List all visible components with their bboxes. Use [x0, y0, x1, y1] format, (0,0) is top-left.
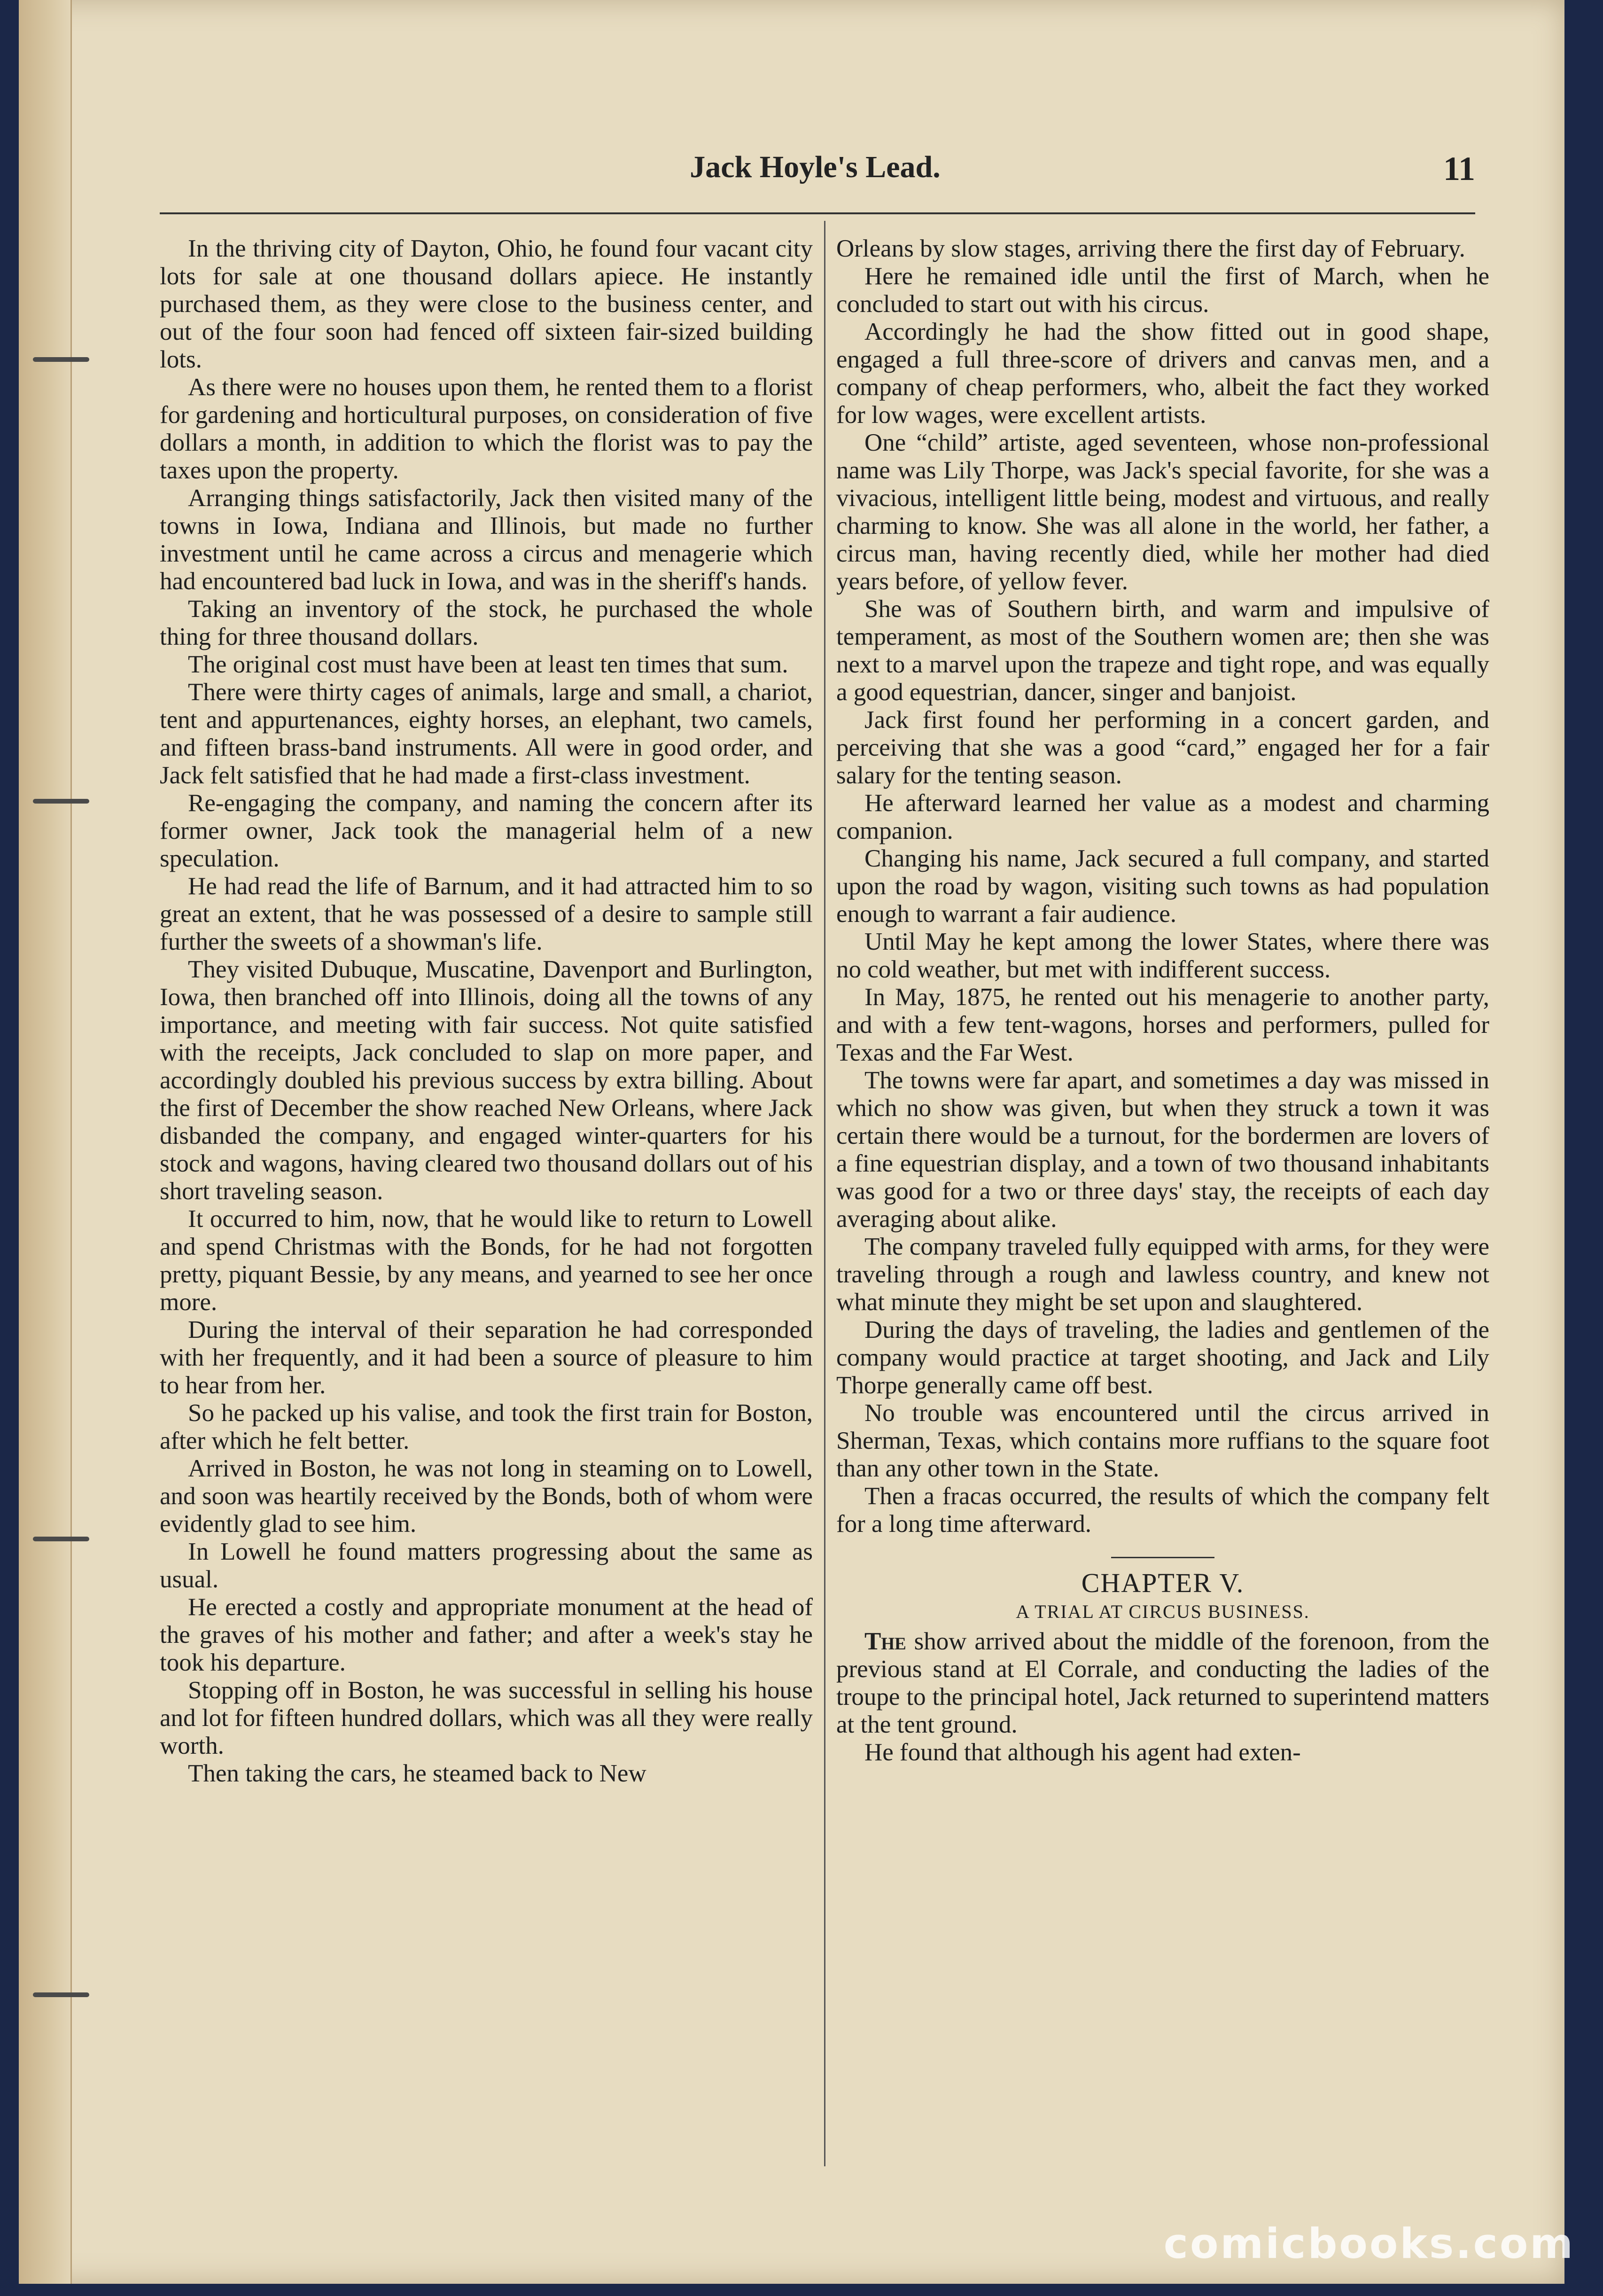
paragraph: Here he remained idle until the first of March, when he concluded to start out with his circus. [836, 263, 1489, 318]
paragraph: The towns were far apart, and sometimes a day was missed in which no show was given, but when they struck a town it was certain there would be a turnout, for the bordermen are lovers of a fine equestrian display, and a town of two thousand inhabitants was good for a two or three days' stay, the receipts of each day averaging about alike. [836, 1067, 1489, 1233]
binding-staple [33, 799, 89, 804]
left-column [160, 235, 813, 1788]
paragraph-text: show arrived about the middle of the forenoon, from the previous stand at El Corrale, and conducting the ladies of the troupe to the principal hotel, Jack returned to superintend matters at the tent ground. [836, 1628, 1489, 1738]
book-spine [19, 0, 72, 2284]
paragraph: As there were no houses upon them, he rented them to a florist for gardening and horticultural purposes, on consideration of five dollars a month, in addition to which the florist was to pay the taxes upon the property. [160, 374, 813, 484]
page-header [155, 149, 1475, 201]
paragraph: Arrived in Boston, he was not long in steaming on to Lowell, and soon was heartily received by the Bonds, both of whom were evidently glad to see him. [160, 1455, 813, 1538]
paragraph: The original cost must have been at least ten times that sum. [188, 651, 788, 678]
lead-word: The [864, 1628, 906, 1655]
chapter-subtitle: A TRIAL AT CIRCUS BUSINESS. [1016, 1601, 1310, 1622]
binding-staple [33, 1992, 89, 1997]
paragraph: There were thirty cages of animals, large and small, a chariot, tent and appurtenances, eighty horses, an elephant, two camels, and fifteen brass-band instruments. All were in good order, and Jack felt satisfied that he had made a first-class investment. [160, 679, 813, 789]
paragraph: Then a fracas occurred, the results of which the company felt for a long time afterward. [836, 1483, 1489, 1538]
paragraph: Until May he kept among the lower States, where there was no cold weather, but met with indifferent success. [836, 928, 1489, 983]
paragraph: During the interval of their separation he had corresponded with her frequently, and it had been a source of pleasure to him to hear from her. [160, 1316, 813, 1399]
paragraph: He found that although his agent had exten- [864, 1739, 1301, 1766]
header-rule [160, 212, 1475, 214]
paragraph: Jack first found her performing in a concert garden, and perceiving that she was a good “card,” engaged her for a fair salary for the tenting season. [836, 706, 1489, 789]
paragraph: Arranging things satisfactorily, Jack then visited many of the towns in Iowa, Indiana and Illinois, but made no further investment until he came across a circus and menagerie which had encountered bad luck in Iowa, and was in the sheriff's hands. [160, 484, 813, 595]
page-number: 11 [1443, 150, 1475, 187]
paragraph: No trouble was encountered until the circus arrived in Sherman, Texas, which contains more ruffians to the square foot than any other town in the State. [836, 1399, 1489, 1482]
chapter-title: CHAPTER V. [1081, 1568, 1245, 1598]
paragraph: He afterward learned her value as a modest and charming companion. [836, 789, 1489, 844]
running-title: Jack Hoyle's Lead. [690, 150, 941, 184]
paragraph: The company traveled fully equipped with arms, for they were traveling through a rough and lawless country, and knew not what minute they might be set upon and slaughtered. [836, 1233, 1489, 1316]
paragraph: In May, 1875, he rented out his menagerie to another party, and with a few tent-wagons, horses and performers, pulled for Texas and the Far West. [836, 984, 1489, 1066]
chapter-rule [1111, 1557, 1214, 1558]
paragraph: Changing his name, Jack secured a full company, and started upon the road by wagon, visiting such towns as had population enough to warrant a fair audience. [836, 845, 1489, 928]
right-column [836, 235, 1489, 1766]
chapter-heading [836, 1557, 1489, 1625]
paragraph: It occurred to him, now, that he would like to return to Lowell and spend Christmas with the Bonds, for he had not forgotten pretty, piquant Bessie, by any means, and yearned to see her once more. [160, 1205, 813, 1316]
column-divider [824, 221, 825, 2166]
paragraph: Taking an inventory of the stock, he purchased the whole thing for three thousand dollars. [160, 595, 813, 650]
paragraph: Stopping off in Boston, he was successful in selling his house and lot for fifteen hundred dollars, which was all they were really worth. [160, 1677, 813, 1759]
paragraph: During the days of traveling, the ladies and gentlemen of the company would practice at target shooting, and Jack and Lily Thorpe generally came off best. [836, 1316, 1489, 1399]
paragraph [836, 1628, 1489, 1739]
binding-staple [33, 357, 89, 362]
paragraph: So he packed up his valise, and took the first train for Boston, after which he felt better. [160, 1399, 813, 1454]
paragraph: He had read the life of Barnum, and it had attracted him to so great an extent, that he was possessed of a desire to sample still further the sweets of a showman's life. [160, 873, 813, 955]
paragraph: One “child” artiste, aged seventeen, whose non-professional name was Lily Thorpe, was Jack's special favorite, for she was a vivacious, intelligent little being, modest and virtuous, and really charming to know. She was all alone in the world, her father, a circus man, having recently died, while her mother had died years before, of yellow fever. [836, 429, 1489, 595]
paragraph: Re-engaging the company, and naming the concern after its former owner, Jack took the managerial helm of a new speculation. [160, 789, 813, 872]
paragraph: In Lowell he found matters progressing about the same as usual. [160, 1538, 813, 1593]
paragraph: Then taking the cars, he steamed back to New [188, 1760, 646, 1787]
paragraph: They visited Dubuque, Muscatine, Davenport and Burlington, Iowa, then branched off into Illinois, doing all the towns of any importance, and meeting with fair success. Not quite satisfied with the receipts, Jack concluded to slap on more paper, and accordingly doubled his previous success by extra billing. About the first of December the show reached New Orleans, where Jack disbanded the company, and engaged winter-quarters for his stock and wagons, having cleared two thousand dollars out of his short traveling season. [160, 956, 813, 1205]
binding-staple [33, 1537, 89, 1541]
paragraph: She was of Southern birth, and warm and impulsive of temperament, as most of the Southern women are; then she was next to a marvel upon the trapeze and tight rope, and was equally a good equestrian, dancer, singer and banjoist. [836, 595, 1489, 706]
paragraph: Accordingly he had the show fitted out in good shape, engaged a full three-score of drivers and canvas men, and a company of cheap performers, who, albeit the fact they worked for low wages, were excellent artists. [836, 318, 1489, 429]
paragraph-continued: Orleans by slow stages, arriving there the first day of February. [836, 235, 1465, 262]
paragraph: In the thriving city of Dayton, Ohio, he found four vacant city lots for sale at one thousand dollars apiece. He instantly purchased them, as they were close to the business center, and out of the four soon had fenced off sixteen fair-sized building lots. [160, 235, 813, 373]
paragraph: He erected a costly and appropriate monument at the head of the graves of his mother and father; and after a week's stay he took his departure. [160, 1593, 813, 1676]
watermark: comicbooks.com [1163, 2219, 1575, 2268]
